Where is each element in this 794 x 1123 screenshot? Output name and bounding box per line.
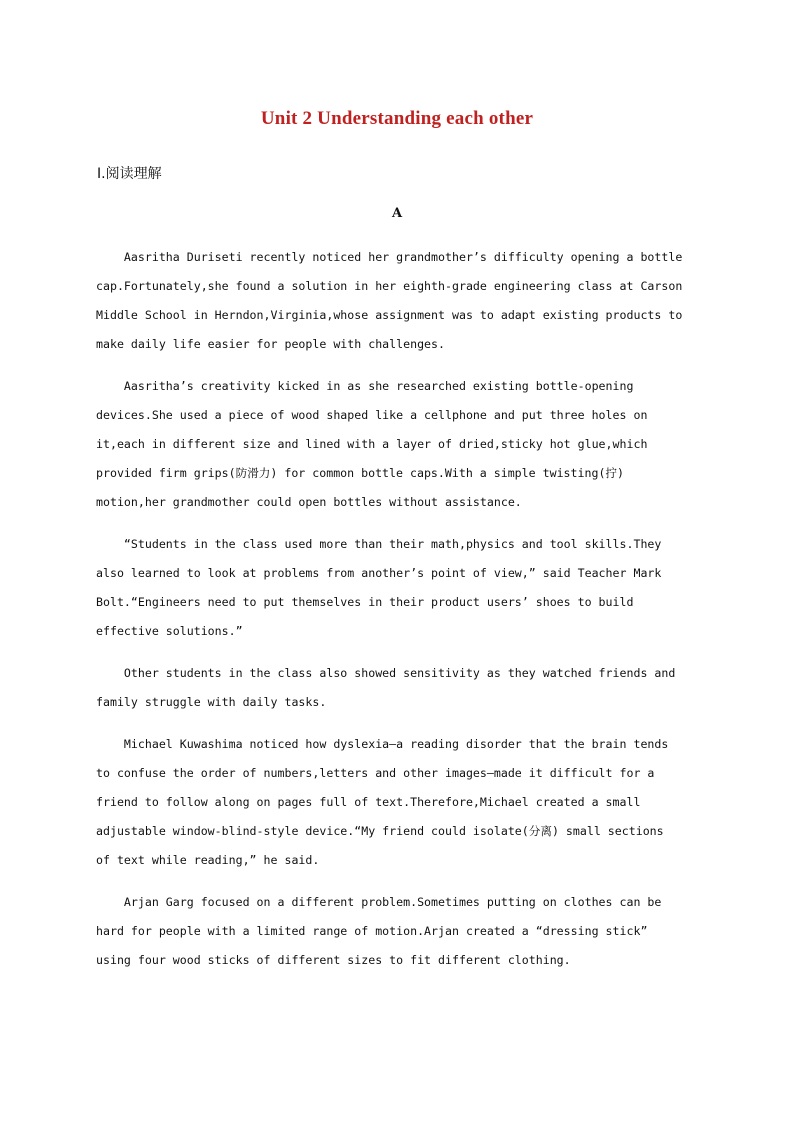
paragraph-line: adjustable window-blind-style device.“My friend could isolate(分离) small sections: [96, 824, 664, 838]
paragraph-line: Middle School in Herndon,Virginia,whose assignment was to adapt existing products to: [96, 308, 683, 322]
passage-body: [96, 243, 696, 988]
paragraph-line: Bolt.“Engineers need to put themselves in their product users’ shoes to build: [96, 595, 634, 609]
paragraph: [96, 730, 696, 875]
paragraph-line: “Students in the class used more than their math,physics and tool skills.They: [96, 537, 662, 551]
paragraph-line: to confuse the order of numbers,letters and other images—made it difficult for a: [96, 766, 655, 780]
paragraph-line: effective solutions.”: [96, 624, 243, 638]
paragraph-line: of text while reading,” he said.: [96, 853, 320, 867]
paragraph-line: family struggle with daily tasks.: [96, 695, 327, 709]
paragraph: [96, 888, 696, 975]
paragraph-line: it,each in different size and lined with a layer of dried,sticky hot glue,which: [96, 437, 648, 451]
paragraph-line: motion,her grandmother could open bottles without assistance.: [96, 495, 522, 509]
paragraph-line: cap.Fortunately,she found a solution in her eighth-grade engineering class at Carson: [96, 279, 683, 293]
paragraph-line: Michael Kuwashima noticed how dyslexia—a reading disorder that the brain tends: [96, 737, 669, 751]
paragraph-line: Aasritha’s creativity kicked in as she researched existing bottle-opening: [96, 379, 634, 393]
paragraph: [96, 659, 696, 717]
paragraph-line: Aasritha Duriseti recently noticed her grandmother’s difficulty opening a bottle: [96, 250, 683, 264]
paragraph-line: using four wood sticks of different sizes to fit different clothing.: [96, 953, 571, 967]
paragraph-line: make daily life easier for people with challenges.: [96, 337, 446, 351]
paragraph: [96, 372, 696, 517]
passage-label: A: [391, 206, 403, 221]
paragraph-line: provided firm grips(防滑力) for common bottle caps.With a simple twisting(拧): [96, 466, 624, 480]
paragraph-line: Arjan Garg focused on a different problem.Sometimes putting on clothes can be: [96, 895, 662, 909]
paragraph-line: friend to follow along on pages full of text.Therefore,Michael created a small: [96, 795, 641, 809]
unit-title: Unit 2 Understanding each other: [260, 108, 534, 129]
section-heading: Ⅰ.阅读理解: [97, 166, 162, 182]
paragraph-line: also learned to look at problems from another’s point of view,” said Teacher Mark: [96, 566, 662, 580]
paragraph-line: devices.She used a piece of wood shaped like a cellphone and put three holes on: [96, 408, 648, 422]
paragraph: [96, 243, 696, 359]
paragraph-line: Other students in the class also showed sensitivity as they watched friends and: [96, 666, 676, 680]
paragraph: [96, 530, 696, 646]
paragraph-line: hard for people with a limited range of motion.Arjan created a “dressing stick”: [96, 924, 648, 938]
